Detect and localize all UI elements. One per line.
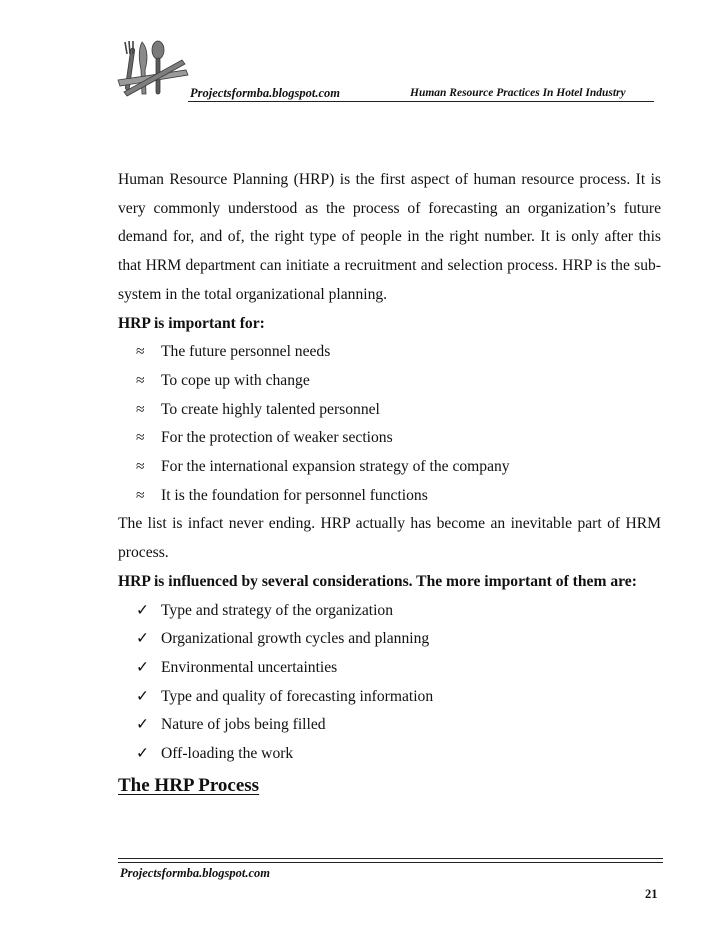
list-item: ≈ The future personnel needs [118,338,661,367]
checkmark-icon: ✓ [136,658,150,676]
approx-bullet-icon: ≈ [136,400,145,418]
approx-bullet-icon: ≈ [136,486,145,504]
page-content [118,166,661,801]
list-item: ✓ Environmental uncertainties [118,654,661,683]
approx-bullet-icon: ≈ [136,343,145,361]
list-item: ✓ Organizational growth cycles and planning [118,625,661,654]
header-site: Projectsformba.blogspot.com [190,86,340,100]
approx-bullet-icon: ≈ [136,371,145,389]
list-item: ≈ It is the foundation for personnel functions [118,482,661,511]
list-item: ✓ Nature of jobs being filled [118,711,661,740]
checkmark-icon: ✓ [136,687,150,705]
considerations-list [118,597,661,769]
approx-bullet-icon: ≈ [136,429,145,447]
important-heading: HRP is important for: [118,314,265,332]
cutlery-logo-icon [116,40,194,98]
list-item: ≈ To create highly talented personnel [118,396,661,425]
page-number: 21 [645,887,658,901]
list-item: ✓ Off-loading the work [118,740,661,769]
checkmark-icon: ✓ [136,630,150,648]
approx-bullet-icon: ≈ [136,458,145,476]
list-item: ≈ For the international expansion strategy of the company [118,453,661,482]
list-item: ✓ Type and quality of forecasting information [118,683,661,712]
header-doc-title: Human Resource Practices In Hotel Industry [410,87,626,99]
list-item: ✓ Type and strategy of the organization [118,597,661,626]
list-item: ≈ To cope up with change [118,367,661,396]
intro-paragraph: Human Resource Planning (HRP) is the first aspect of human resource process. It is very commonly understood as the process of forecasting an organization’s future demand for, and of, the right type of people in the right number. It is only after this that HRM department can initiate a recruitment and selection process. HRP is the sub-system in the total organizational planning. [118,171,661,303]
footer-rule [118,858,663,859]
important-list [118,338,661,510]
footer-site: Projectsformba.blogspot.com [120,866,270,880]
checkmark-icon: ✓ [136,716,150,734]
influenced-heading: HRP is influenced by several considerations. The more important of them are: [118,572,637,590]
section-heading: The HRP Process [118,774,260,796]
checkmark-icon: ✓ [136,745,150,763]
list-item: ≈ For the protection of weaker sections [118,424,661,453]
header-rule [188,101,654,102]
footer-rule [118,862,663,863]
list-note-paragraph: The list is infact never ending. HRP actually has become an inevitable part of HRM process. [118,515,661,562]
checkmark-icon: ✓ [136,601,150,619]
